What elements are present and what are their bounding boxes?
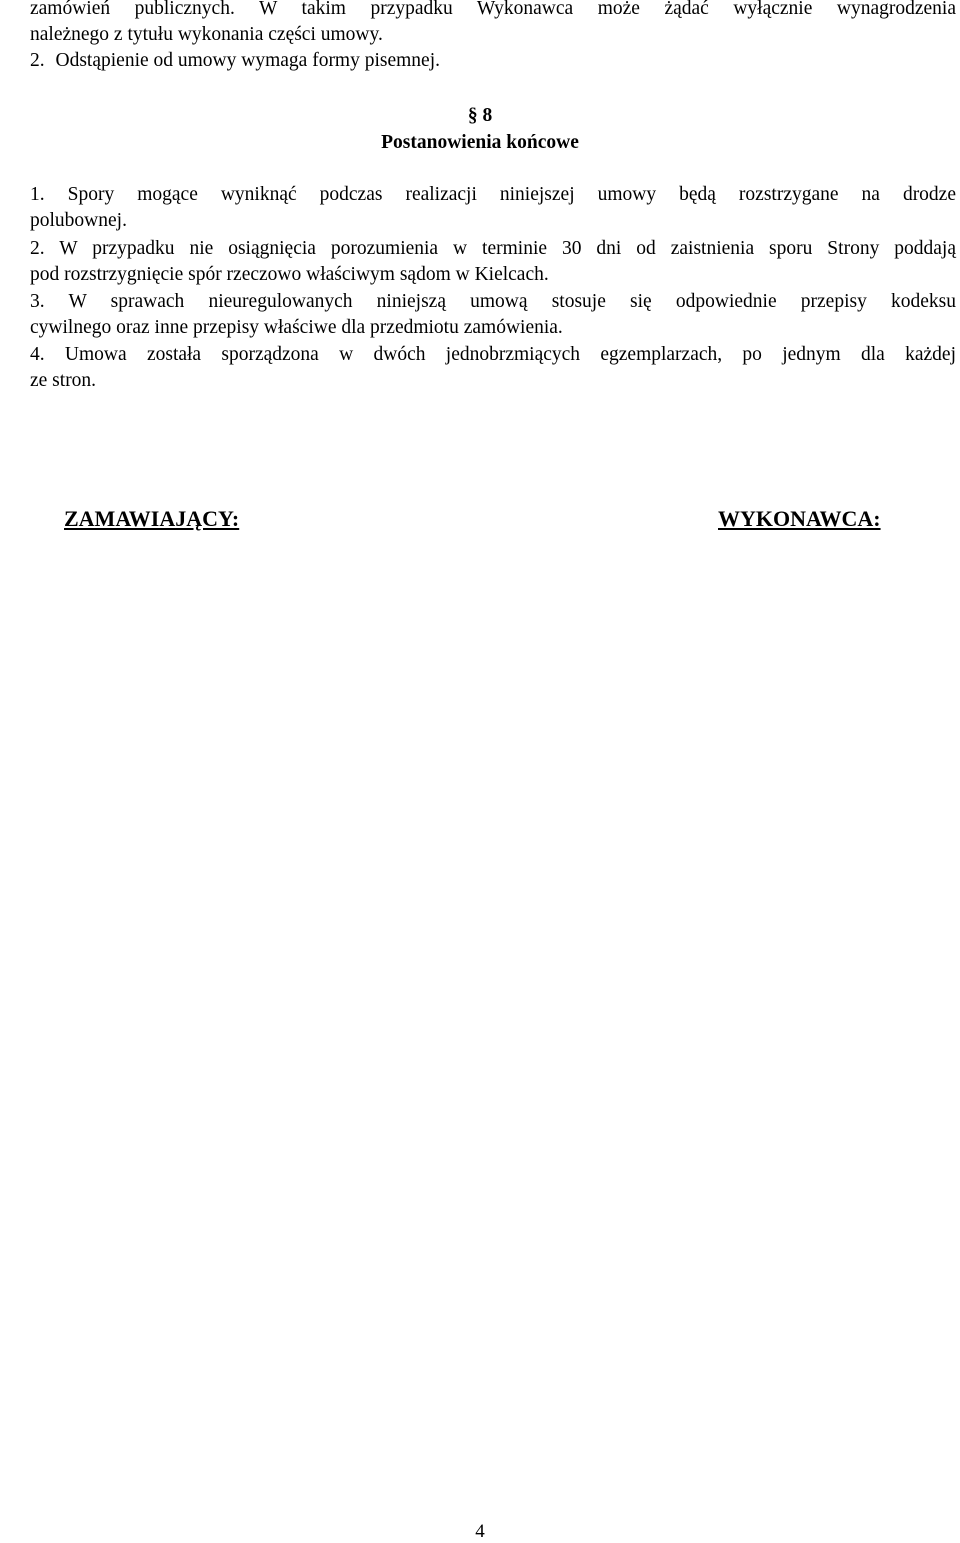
signature-wykonawca-label: WYKONAWCA: bbox=[718, 506, 881, 531]
item-3-number: 3. bbox=[30, 291, 45, 312]
item-2-line-1 bbox=[30, 236, 956, 262]
item-4-number: 4. bbox=[30, 344, 45, 365]
section-title: Postanowienia końcowe bbox=[381, 132, 579, 153]
item-text: Odstąpienie od umowy wymaga formy pisemnej. bbox=[55, 50, 441, 71]
item-4-text: Umowa została sporządzona w dwóch jednobrzmiących egzemplarzach, po jednym dla każdej bbox=[64, 344, 957, 365]
item-1-line-2: polubownej. bbox=[30, 210, 127, 231]
item-1-number: 1. bbox=[30, 184, 45, 205]
item-2-text: W przypadku nie osiągnięcia porozumienia w terminie 30 dni od zaistnienia sporu Strony poddają bbox=[59, 238, 956, 259]
item-4-line-2: ze stron. bbox=[30, 370, 97, 391]
carryover-line-1: zamówień publicznych. W takim przypadku Wykonawca może żądać wyłącznie wynagrodzenia bbox=[30, 0, 956, 19]
page-number: 4 bbox=[475, 1521, 485, 1542]
carryover-line-2: należnego z tytułu wykonania części umowy. bbox=[30, 24, 383, 45]
item-3-text: W sprawach nieuregulowanych niniejszą umową stosuje się odpowiednie przepisy kodeksu bbox=[68, 291, 956, 312]
item-2-number: 2. bbox=[30, 238, 45, 259]
item-4-line-1 bbox=[30, 342, 956, 368]
item-number: 2. bbox=[30, 50, 45, 71]
signature-zamawiajacy-label: ZAMAWIAJĄCY: bbox=[64, 506, 240, 531]
item-2-line-2: pod rozstrzygnięcie spór rzeczowo właściwym sądom w Kielcach. bbox=[30, 264, 549, 285]
item-1-line-1 bbox=[30, 182, 956, 208]
item-3-line-2: cywilnego oraz inne przepisy właściwe dla przedmiotu zamówienia. bbox=[30, 317, 563, 338]
item-1-text: Spory mogące wyniknąć podczas realizacji niniejszej umowy będą rozstrzygane na drodze bbox=[67, 184, 956, 205]
item-3-line-1 bbox=[30, 289, 956, 315]
carryover-item-2 bbox=[30, 48, 440, 74]
section-number: § 8 bbox=[467, 105, 493, 126]
